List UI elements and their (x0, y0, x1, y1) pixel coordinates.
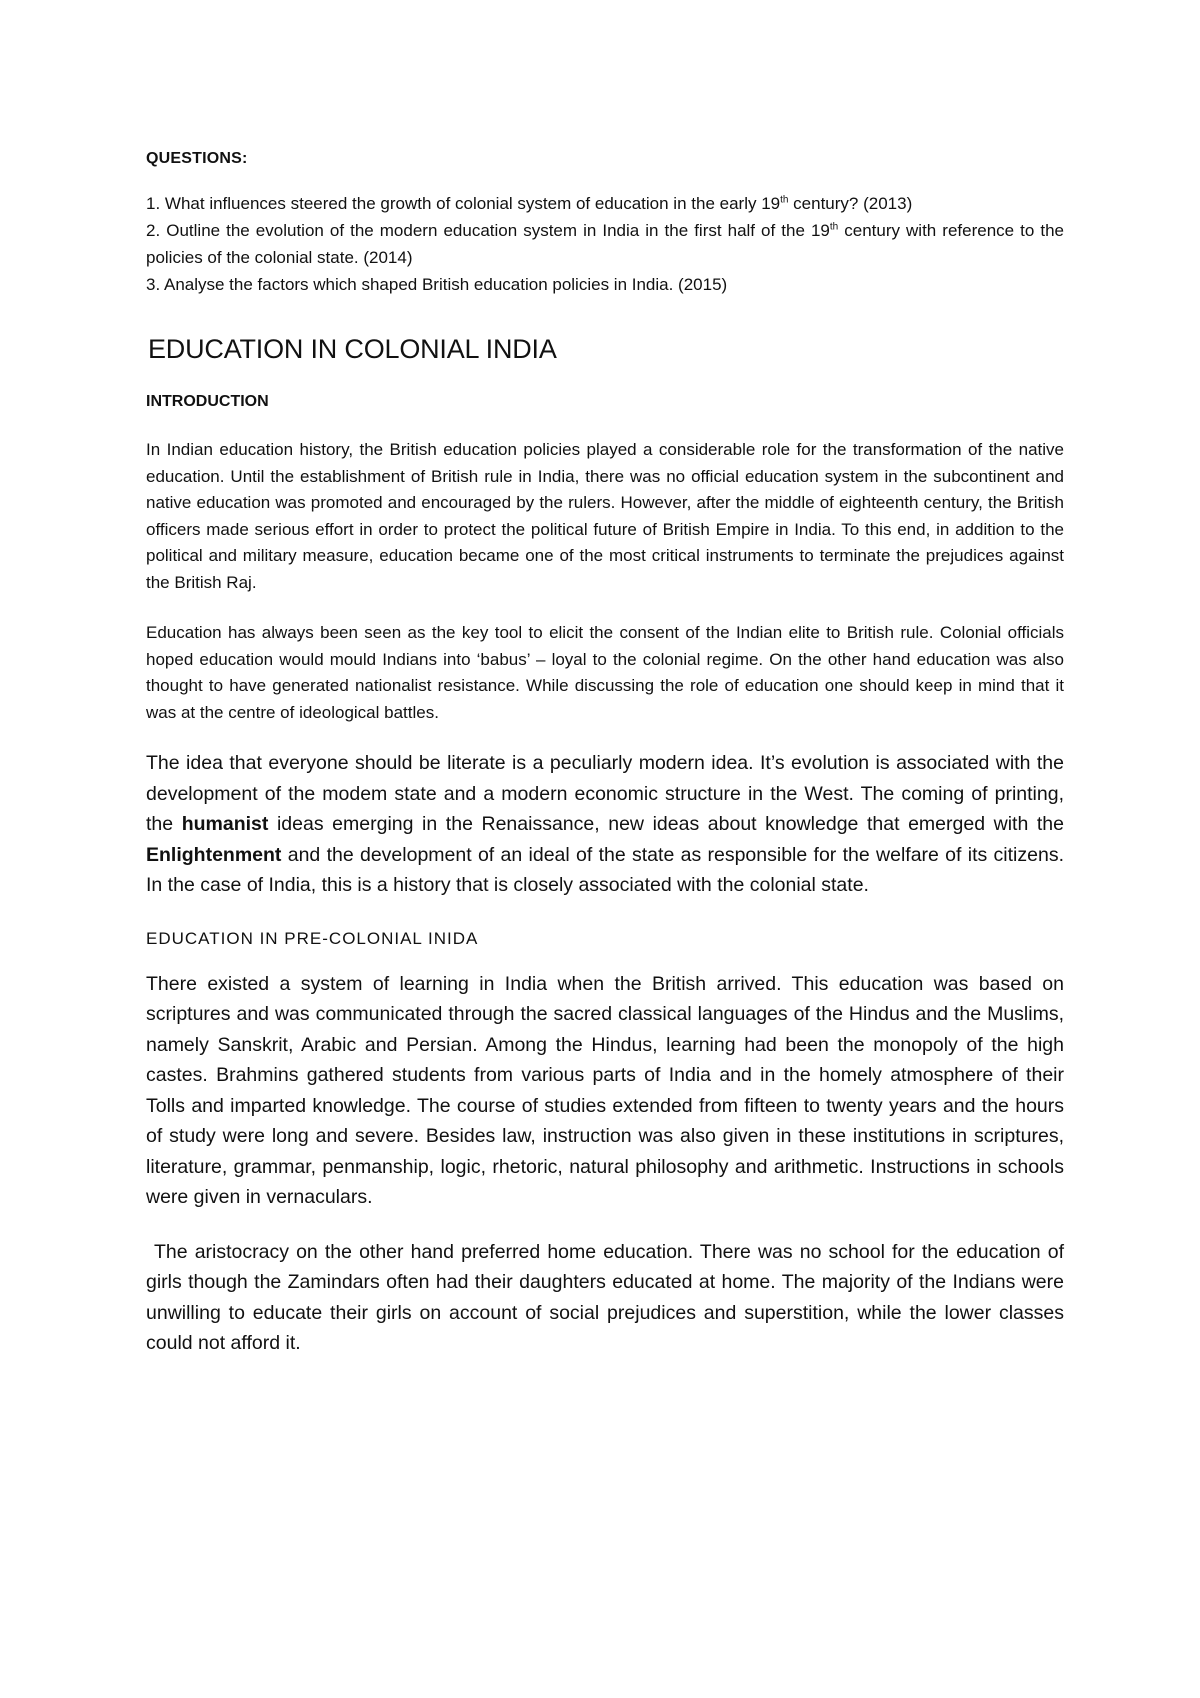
paragraph-text: and the development of an ideal of the state as responsible for the welfare of its citizens. In the case of India, this is a history that is closely associated with the colonial state. (146, 843, 1064, 896)
questions-list (146, 190, 1064, 298)
bold-term-humanist: humanist (181, 813, 269, 835)
question-text-end: century with reference to the policies of the colonial state. (2014) (146, 221, 1064, 267)
question-superscript: th (829, 221, 839, 233)
paragraph-text: ideas emerging in the Renaissance, new ideas about knowledge that emerged with the (268, 813, 1064, 835)
document-title: EDUCATION IN COLONIAL INDIA (148, 334, 557, 364)
question-text: Outline the evolution of the modern education system in India in the first half of the 19 (166, 221, 830, 240)
question-number: 3. (146, 275, 161, 294)
intro-paragraph-3 (146, 748, 1064, 901)
question-item-3 (146, 271, 1064, 298)
precolonial-heading: EDUCATION IN PRE-COLONIAL INIDA (146, 928, 479, 948)
question-text: Analyse the factors which shaped British education policies in India. (2015) (163, 275, 728, 294)
question-text-end: century? (2013) (788, 194, 913, 213)
precolonial-paragraph-1: There existed a system of learning in India when the British arrived. This education was based on scriptures and was communicated through the sacred classical languages of the Hindus and the Muslims, namely Sanskrit, Arabic and Persian. Among the Hindus, learning had been the monopoly of the high castes. Brahmins gathered students from various parts of India and in the homely atmosphere of their Tolls and imparted knowledge. The course of studies extended from fifteen to twenty years and the hours of study were long and severe. Besides law, instruction was also given in these institutions in scriptures, literature, grammar, penmanship, logic, rhetoric, natural philosophy and arithmetic. Instructions in schools were given in vernaculars. (146, 972, 1064, 1208)
paragraph-text: The idea that everyone should be literate is a peculiarly modern idea. It’s evolution is associated with the development of the modem state and a modern economic structure in the West. The coming of printing, the (146, 752, 1064, 835)
precolonial-paragraph-2: The aristocracy on the other hand preferred home education. There was no school for the education of girls though the Zamindars often had their daughters educated at home. The majority of the Indians were unwilling to educate their girls on account of social prejudices and superstition, while the lower classes could not afford it. (146, 1240, 1064, 1354)
document-content (146, 150, 1064, 1359)
question-item-2 (146, 217, 1064, 271)
introduction-heading: INTRODUCTION (146, 393, 269, 410)
question-number: 2. (146, 221, 161, 240)
bold-term-enlightenment: Enlightenment (146, 843, 282, 866)
intro-paragraph-1: In Indian education history, the British education policies played a considerable role for the transformation of the native education. Until the establishment of British rule in India, there was no official education system in the subcontinent and native education was promoted and encouraged by the rulers. However, after the middle of eighteenth century, the British officers made serious effort in order to protect the political future of British Empire in India. To this end, in addition to the political and military measure, education became one of the most critical instruments to terminate the prejudices against the British Raj. (146, 440, 1064, 592)
question-text: What influences steered the growth of colonial system of education in the early 19 (164, 194, 781, 213)
questions-heading: QUESTIONS: (146, 150, 248, 167)
question-superscript: th (780, 194, 789, 206)
question-number: 1. (146, 194, 161, 213)
intro-paragraph-2: Education has always been seen as the key tool to elicit the consent of the Indian elite to British rule. Colonial officials hoped education would mould Indians into ‘babus’ – loyal to the colonial regime. On the other hand education was also thought to have generated nationalist resistance. While discussing the role of education one should keep in mind that it was at the centre of ideological battles. (146, 623, 1064, 722)
question-item-1 (146, 190, 1064, 217)
